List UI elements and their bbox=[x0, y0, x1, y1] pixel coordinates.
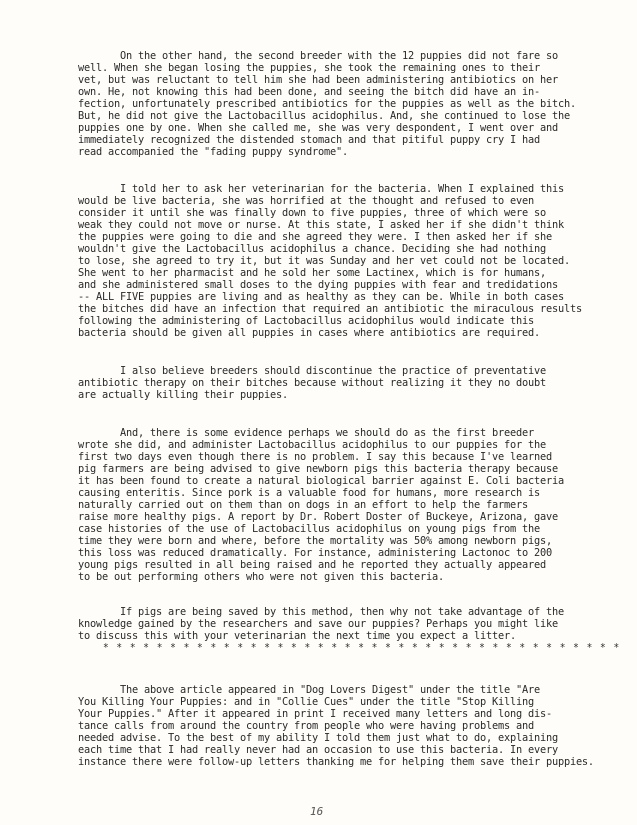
text-line: weak they could not move or nurse. At this state, I asked her if she didn't think bbox=[78, 219, 564, 231]
text-line: young pigs resulted in all being raised and he reported they actually appeared bbox=[78, 559, 546, 571]
text-line: to be out performing others who were not given this bacteria. bbox=[78, 571, 444, 583]
text-line: vet, but was reluctant to tell him she had been administering antibiotics on her bbox=[78, 74, 558, 86]
text-line: read accompanied the "fading puppy syndrome". bbox=[78, 146, 348, 158]
text-line: each time that I had really never had an occasion to use this bacteria. In every bbox=[78, 744, 558, 756]
text-line: own. He, not knowing this had been done, and seeing the bitch did have an in- bbox=[78, 86, 540, 98]
text-line: well. When she began losing the puppies, she took the remaining ones to their bbox=[78, 62, 540, 74]
text-line: following the administering of Lactobacillus acidophilus would indicate this bbox=[78, 315, 534, 327]
text-line: On the other hand, the second breeder with the 12 puppies did not fare so bbox=[120, 50, 558, 62]
text-line: it has been found to create a natural biological barrier against E. Coli bacteria bbox=[78, 475, 564, 487]
text-line: are actually killing their puppies. bbox=[78, 389, 288, 401]
text-line: knowledge gained by the researchers and save our puppies? Perhaps you might like bbox=[78, 618, 558, 630]
separator-line: * * * * * * * * * * * * * * * * * * * * * * * * * * * * * * * * * * * * * * * bbox=[103, 642, 621, 654]
text-line: first two days even though there is no problem. I say this because I've learned bbox=[78, 451, 552, 463]
text-line: to lose, she agreed to try it, but it was Sunday and her vet could not be located. bbox=[78, 255, 570, 267]
page-number: 16 bbox=[310, 805, 324, 818]
text-line: time they were born and where, before the mortality was 50% among newborn pigs, bbox=[78, 535, 552, 547]
text-line: fection, unfortunately prescribed antibiotics for the puppies as well as the bitch. bbox=[78, 98, 576, 110]
text-line: And, there is some evidence perhaps we should do as the first breeder bbox=[120, 427, 534, 439]
text-line: I told her to ask her veterinarian for the bacteria. When I explained this bbox=[120, 183, 564, 195]
text-line: raise more healthy pigs. A report by Dr. Robert Doster of Buckeye, Arizona, gave bbox=[78, 511, 558, 523]
text-line: If pigs are being saved by this method, then why not take advantage of the bbox=[120, 606, 564, 618]
text-line: would be live bacteria, she was horrified at the thought and refused to even bbox=[78, 195, 534, 207]
text-line: case histories of the use of Lactobacillus acidophilus on young pigs from the bbox=[78, 523, 540, 535]
text-line: this loss was reduced dramatically. For instance, administering Lactonoc to 200 bbox=[78, 547, 552, 559]
text-line: causing enteritis. Since pork is a valuable food for humans, more research is bbox=[78, 487, 540, 499]
text-line: She went to her pharmacist and he sold her some Lactinex, which is for humans, bbox=[78, 267, 546, 279]
text-line: naturally carried out on them than on dogs in an effort to help the farmers bbox=[78, 499, 528, 511]
text-line: bacteria should be given all puppies in cases where antibiotics are required. bbox=[78, 327, 540, 339]
text-line: But, he did not give the Lactobacillus acidophilus. And, she continued to lose the bbox=[78, 110, 570, 122]
text-line: You Killing Your Puppies: and in "Collie Cues" under the title "Stop Killing bbox=[78, 696, 534, 708]
text-line: Your Puppies." After it appeared in print I received many letters and long dis- bbox=[78, 708, 552, 720]
text-line: and she administered small doses to the dying puppies with fear and tredidations bbox=[78, 279, 558, 291]
text-line: instance there were follow-up letters thanking me for helping them save their puppies. bbox=[78, 756, 594, 768]
text-line: -- ALL FIVE puppies are living and as healthy as they can be. While in both cases bbox=[78, 291, 564, 303]
text-line: the bitches did have an infection that required an antibiotic the miraculous results bbox=[78, 303, 582, 315]
text-line: antibiotic therapy on their bitches because without realizing it they no doubt bbox=[78, 377, 546, 389]
text-line: pig farmers are being advised to give newborn pigs this bacteria therapy because bbox=[78, 463, 558, 475]
text-line: wrote she did, and administer Lactobacillus acidophilus to our puppies for the bbox=[78, 439, 546, 451]
text-line: to discuss this with your veterinarian the next time you expect a litter. bbox=[78, 630, 516, 642]
text-line: immediately recognized the distended stomach and that pitiful puppy cry I had bbox=[78, 134, 540, 146]
text-line: The above article appeared in "Dog Lovers Digest" under the title "Are bbox=[120, 684, 540, 696]
text-line: the puppies were going to die and she agreed they were. I then asked her if she bbox=[78, 231, 552, 243]
text-line: needed advise. To the best of my ability I told them just what to do, explaining bbox=[78, 732, 558, 744]
text-line: tance calls from around the country from people who were having problems and bbox=[78, 720, 534, 732]
text-line: consider it until she was finally down to five puppies, three of which were so bbox=[78, 207, 546, 219]
text-line: puppies one by one. When she called me, she was very despondent, I went over and bbox=[78, 122, 558, 134]
text-line: I also believe breeders should discontinue the practice of preventative bbox=[120, 365, 546, 377]
text-line: wouldn't give the Lactobacillus acidophilus a chance. Deciding she had nothing bbox=[78, 243, 546, 255]
